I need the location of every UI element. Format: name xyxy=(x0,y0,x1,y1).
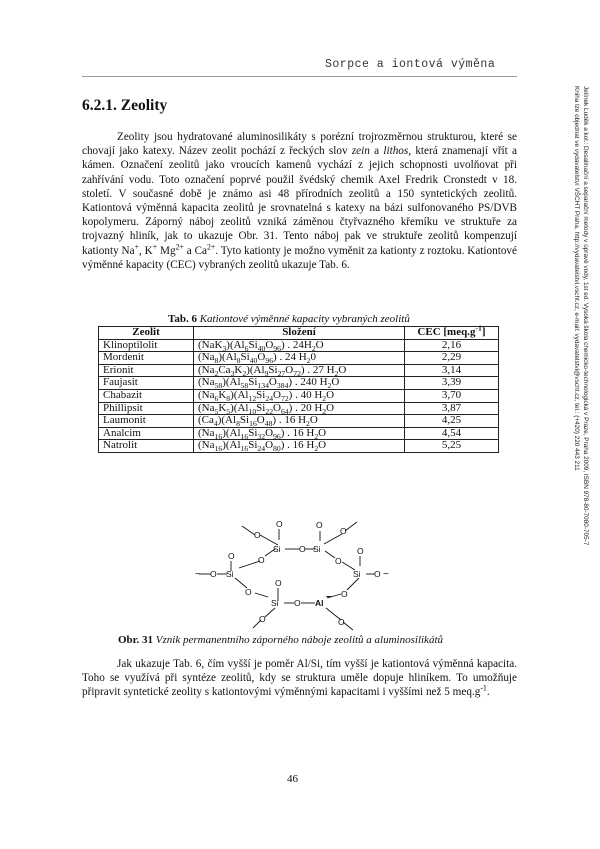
oxygen-atom: O xyxy=(340,526,347,536)
table-header-row xyxy=(99,327,499,340)
header-composition: Složení xyxy=(194,327,405,340)
oxygen-atom: O xyxy=(335,556,342,566)
zeolite-composition: $(NaK_3)(Al_6Si_{40}O_{96})$ . $24H_2O$ xyxy=(194,339,405,352)
bond-dash: − xyxy=(383,569,389,580)
zeolite-name: Chabazit xyxy=(99,389,194,402)
zeolite-name: Analcim xyxy=(99,427,194,440)
zeolite-composition: $(Na_2Ca_3K_2)(Al_9Si_{27}O_{72})$ . 27 $H_2O$ xyxy=(194,364,405,377)
table-caption-text: Kationtové výměnné kapacity vybraných zeolitů xyxy=(199,313,410,325)
oxygen-atom: O xyxy=(374,569,381,579)
figure-caption-text: Vznik permanentního záporného náboje zeolitů a aluminosilikátů xyxy=(155,634,443,646)
table-row xyxy=(99,389,499,402)
oxygen-atom: O xyxy=(338,617,345,627)
zeolite-composition: $(Na_6K_8)(Al_{12}Si_{24}O_{72})$ . 40 $H_2O$ xyxy=(194,389,405,402)
oxygen-atom: O xyxy=(254,530,261,540)
oxygen-atom: O xyxy=(276,519,283,529)
zeolite-cec: 3,14 xyxy=(405,364,499,377)
header-cec: CEC $[meq.g^{-1}]$ xyxy=(405,327,499,340)
table-caption xyxy=(168,313,410,325)
page-number: 46 xyxy=(287,773,298,785)
zeolite-name: Klinoptilolit xyxy=(99,339,194,352)
figure-caption xyxy=(118,634,443,646)
zeolite-cec: 2,16 xyxy=(405,339,499,352)
zeolite-cec: 3,70 xyxy=(405,389,499,402)
oxygen-atom: O xyxy=(210,569,217,579)
table-row xyxy=(99,427,499,440)
zeolite-cec-table xyxy=(98,323,499,454)
negative-charge: − xyxy=(326,592,332,603)
table-row xyxy=(99,339,499,352)
aluminium-atom: Al xyxy=(315,598,324,608)
table-row xyxy=(99,402,499,415)
zeolite-name: Mordenit xyxy=(99,352,194,365)
table-row xyxy=(99,440,499,453)
zeolite-name: Faujasit xyxy=(99,377,194,390)
zeolite-name: Erionit xyxy=(99,364,194,377)
zeolite-composition: $(Ca_4)(Al_8Si_{16}O_{48})$ . 16 $H_2O$ xyxy=(194,415,405,428)
zeolite-cec: 4,54 xyxy=(405,427,499,440)
silicon-atom: Si xyxy=(313,544,321,554)
running-head: Sorpce a iontová výměna xyxy=(325,58,496,71)
table-row xyxy=(99,352,499,365)
figure-caption-label: Obr. 31 xyxy=(118,634,154,646)
oxygen-atom: O xyxy=(341,589,348,599)
citation-line: Jelínek Luděk a kol.: Desalinační a separační metody v úpravě vody, 1st ed. Vysoká škola chemicko-technologická v Praze, Praha 2009, ISBN 978-80-7080-705-7 xyxy=(582,86,589,546)
zeolite-cec: 5,25 xyxy=(405,440,499,453)
paragraph-conclusion: Jak ukazuje Tab. 6, čím vyšší je poměr Al/Si, tím vyšší je kationtová výměnná kapacita. Toho se využívá při syntéze zeolitů, kdy se struktura uměle dopuje hliníkem. To umožňuje připravit syntetické zeolity s kationtovými výměnnými kapacitami i vyššími než 5 $meq.g^{-1}$. xyxy=(82,658,517,699)
zeolite-name: Phillipsit xyxy=(99,402,194,415)
table-row xyxy=(99,364,499,377)
oxygen-atom: O xyxy=(245,587,252,597)
zeolite-structure-diagram xyxy=(195,516,425,631)
bond-dash: − xyxy=(195,569,201,580)
oxygen-atom: O xyxy=(294,598,301,608)
zeolite-composition: $(Na_{16})(Al_{16}Si_{24}O_{80})$ . 16 $H_2O$ xyxy=(194,440,405,453)
oxygen-atom: O xyxy=(299,544,306,554)
paragraph-intro: Zeolity jsou hydratované aluminosilikáty s porézní trojrozměrnou strukturou, které se chovají jako katexy. Název zeolit pochází z řeckých slov zein a lithos, která znamenají vřít a kámen. Označení zeolitů jako vroucích kamenů vychází z jejich schopnosti uvolňovat při zahřívání vodu. Toto označení poprvé použil švédský chemik Axel Fredrik Cronstedt v 18. století. V současné době je známo asi 48 přírodních zeolitů a 150 syntetických zeolitů. Kationtová výměnná kapacita zeolitů je srovnatelná s katexy na bázi sulfonovaného PS/DVB kopolymeru. Záporný náboj zeolitů vzniká záměnou čtyřvazného křemíku ve struktuře za trojvazný hliník, jak to ukazuje Obr. 31. Tento náboj pak ve struktuře zeolitů kompenzují kationty Na+, K+ $Mg^{2+}$ a $Ca^{2+}$. Tyto kationty je možno vyměnit za kationty z roztoku. Kationtové výměnné kapacity (CEC) vybraných zeolitů ukazuje Tab. 6. xyxy=(82,131,518,271)
oxygen-atom: O xyxy=(258,555,265,565)
zeolite-composition: $(Na_{16})(Al_{16}Si_{32}O_{96})$ . 16 $H_2O$ xyxy=(194,427,405,440)
zeolite-name: Natrolit xyxy=(99,440,194,453)
zeolite-composition: $(Na_5K_5)(Al_{10}Si_{22}O_{64})$ . 20 $H_2O$ xyxy=(194,402,405,415)
structure-atoms xyxy=(195,519,389,627)
table-row xyxy=(99,415,499,428)
zeolite-cec: 2,29 xyxy=(405,352,499,365)
header-zeolite: Zeolit xyxy=(99,327,194,340)
side-citation xyxy=(560,86,590,736)
oxygen-atom: O xyxy=(275,578,282,588)
section-title: 6.2.1. Zeolity xyxy=(82,97,168,114)
silicon-atom: Si xyxy=(271,598,279,608)
oxygen-atom: O xyxy=(316,520,323,530)
silicon-atom: Si xyxy=(226,569,234,579)
zeolite-composition: $(Na_8)(Al_8Si_{40}O_{96})$ . 24 $H_20$ xyxy=(194,352,405,365)
table-caption-label: Tab. 6 xyxy=(168,313,197,325)
zeolite-composition: $(Na_{58})(Al_{58}Si_{134}O_{384})$ . 240 $H_2O$ xyxy=(194,377,405,390)
oxygen-atom: O xyxy=(228,551,235,561)
silicon-atom: Si xyxy=(273,544,281,554)
zeolite-cec: 3,39 xyxy=(405,377,499,390)
silicon-atom: Si xyxy=(353,569,361,579)
zeolite-name: Laumonit xyxy=(99,415,194,428)
header-rule xyxy=(82,76,517,77)
oxygen-atom: O xyxy=(357,546,364,556)
table-row xyxy=(99,377,499,390)
zeolite-cec: 4,25 xyxy=(405,415,499,428)
zeolite-cec: 3,87 xyxy=(405,402,499,415)
publisher-line: Kniha lze objednat ve vydavatelství VŠCHT Praha, http://vydavatelstvi.vscht.cz, e-mail: vydavatelstvi@vscht.cz, tel.: (+420) 220 443 211 xyxy=(573,86,580,471)
oxygen-atom: O xyxy=(259,614,266,624)
